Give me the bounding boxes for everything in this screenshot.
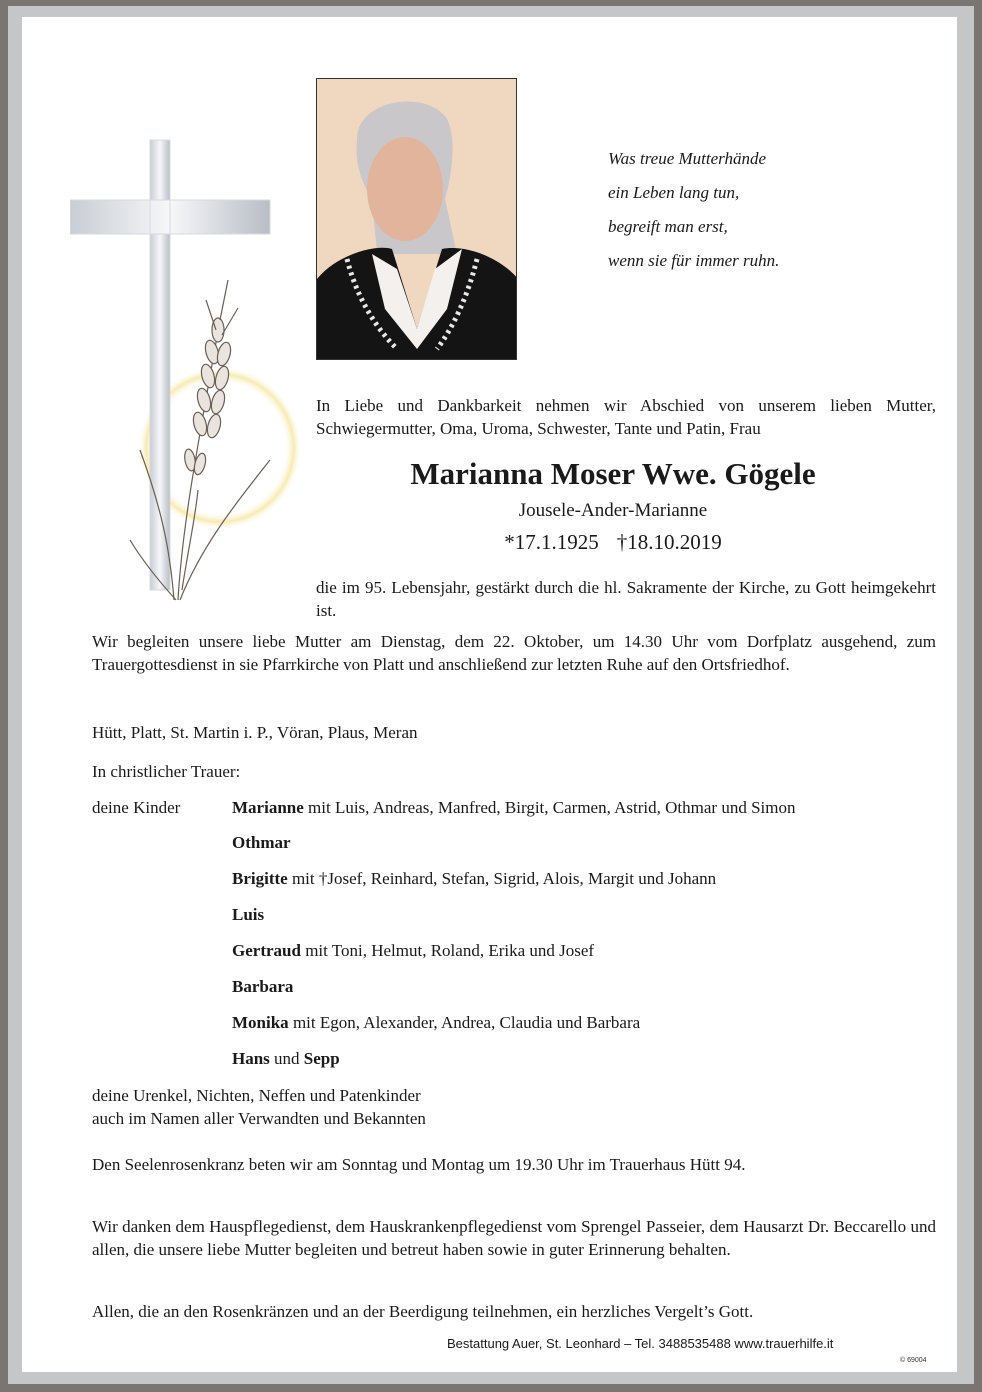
child-name: Hans <box>232 1049 270 1068</box>
child-entry <box>232 796 795 819</box>
life-dates <box>300 530 926 555</box>
verse-line: wenn sie für immer ruhn. <box>608 251 780 270</box>
child-entry <box>232 867 716 890</box>
cross-wheat-illustration <box>70 130 310 620</box>
verse-line: ein Leben lang tun, <box>608 183 740 202</box>
child-family: mit Toni, Helmut, Roland, Erika und Josef <box>300 941 595 960</box>
relatives <box>92 1084 792 1130</box>
child-entry <box>232 831 291 854</box>
child-name: Sepp <box>303 1049 340 1068</box>
child-name: Barbara <box>232 977 294 996</box>
print-code: © 69004 <box>900 1357 927 1364</box>
child-name: Luis <box>232 905 265 924</box>
intro-text: In Liebe und Dankbarkeit nehmen wir Abschied von unserem lieben Mutter, Schwiegermutter, Oma, Uroma, Schwester, Tante und Patin, Frau <box>316 396 936 438</box>
relatives-line: auch im Namen aller Verwandten und Bekannten <box>92 1109 426 1128</box>
birth-date: *17.1.1925 <box>504 530 599 554</box>
child-family: mit Egon, Alexander, Andrea, Claudia und Barbara <box>288 1013 641 1032</box>
funeral-details: Wir begleiten unsere liebe Mutter am Dienstag, dem 22. Oktober, um 14.30 Uhr vom Dorfplatz ausgehend, zum Trauergottesdienst in sie Pfarrkirche von Platt und anschließend zur letzten Ruhe auf den Ortsfriedhof. <box>92 632 936 674</box>
memorial-verse <box>608 142 779 278</box>
child-name: Marianne <box>232 798 304 817</box>
verse-line: Was treue Mutterhände <box>608 149 767 168</box>
child-name: Othmar <box>232 833 291 852</box>
passing-text: die im 95. Lebensjahr, gestärkt durch die hl. Sakramente der Kirche, zu Gott heimgekehrt ist. <box>316 578 936 620</box>
funeral-home-footer: Bestattung Auer, St. Leonhard – Tel. 3488535488 www.trauerhilfe.it <box>447 1336 834 1351</box>
child-name: Monika <box>232 1013 289 1032</box>
child-entry <box>232 939 594 962</box>
death-date: †18.10.2019 <box>616 530 722 554</box>
deceased-name: Marianna Moser Wwe. Gögele <box>410 456 816 491</box>
child-family: mit †Josef, Reinhard, Stefan, Sigrid, Alois, Margit und Johann <box>287 869 717 888</box>
verse-line: begreift man erst, <box>608 217 728 236</box>
places: Hütt, Platt, St. Martin i. P., Vöran, Plaus, Meran <box>92 723 418 742</box>
child-entry <box>232 975 293 998</box>
nickname: Jousele-Ander-Marianne <box>518 500 708 521</box>
mourning-heading: In christlicher Trauer: <box>92 762 241 781</box>
children-label: deine Kinder <box>92 798 181 817</box>
child-family: und <box>269 1049 304 1068</box>
child-name: Gertraud <box>232 941 301 960</box>
relatives-line: deine Urenkel, Nichten, Neffen und Patenkinder <box>92 1086 421 1105</box>
child-entry <box>232 903 264 926</box>
portrait-photo <box>316 78 517 360</box>
child-entry <box>232 1011 640 1034</box>
child-name: Brigitte <box>232 869 288 888</box>
rosary-info: Den Seelenrosenkranz beten wir am Sonntag und Montag um 19.30 Uhr im Trauerhaus Hütt 94. <box>92 1155 746 1174</box>
child-family: mit Luis, Andreas, Manfred, Birgit, Carmen, Astrid, Othmar und Simon <box>303 798 796 817</box>
closing-text: Allen, die an den Rosenkränzen und an der Beerdigung teilnehmen, ein herzliches Vergelt’s Gott. <box>92 1302 754 1321</box>
thanks-text: Wir danken dem Hauspflegedienst, dem Hauskrankenpflegedienst vom Sprengel Passeier, dem Hausarzt Dr. Beccarello und allen, die unsere liebe Mutter begleiten und betreut haben sowie in guter Erinnerung behalten. <box>92 1217 936 1259</box>
child-entry <box>232 1047 340 1070</box>
